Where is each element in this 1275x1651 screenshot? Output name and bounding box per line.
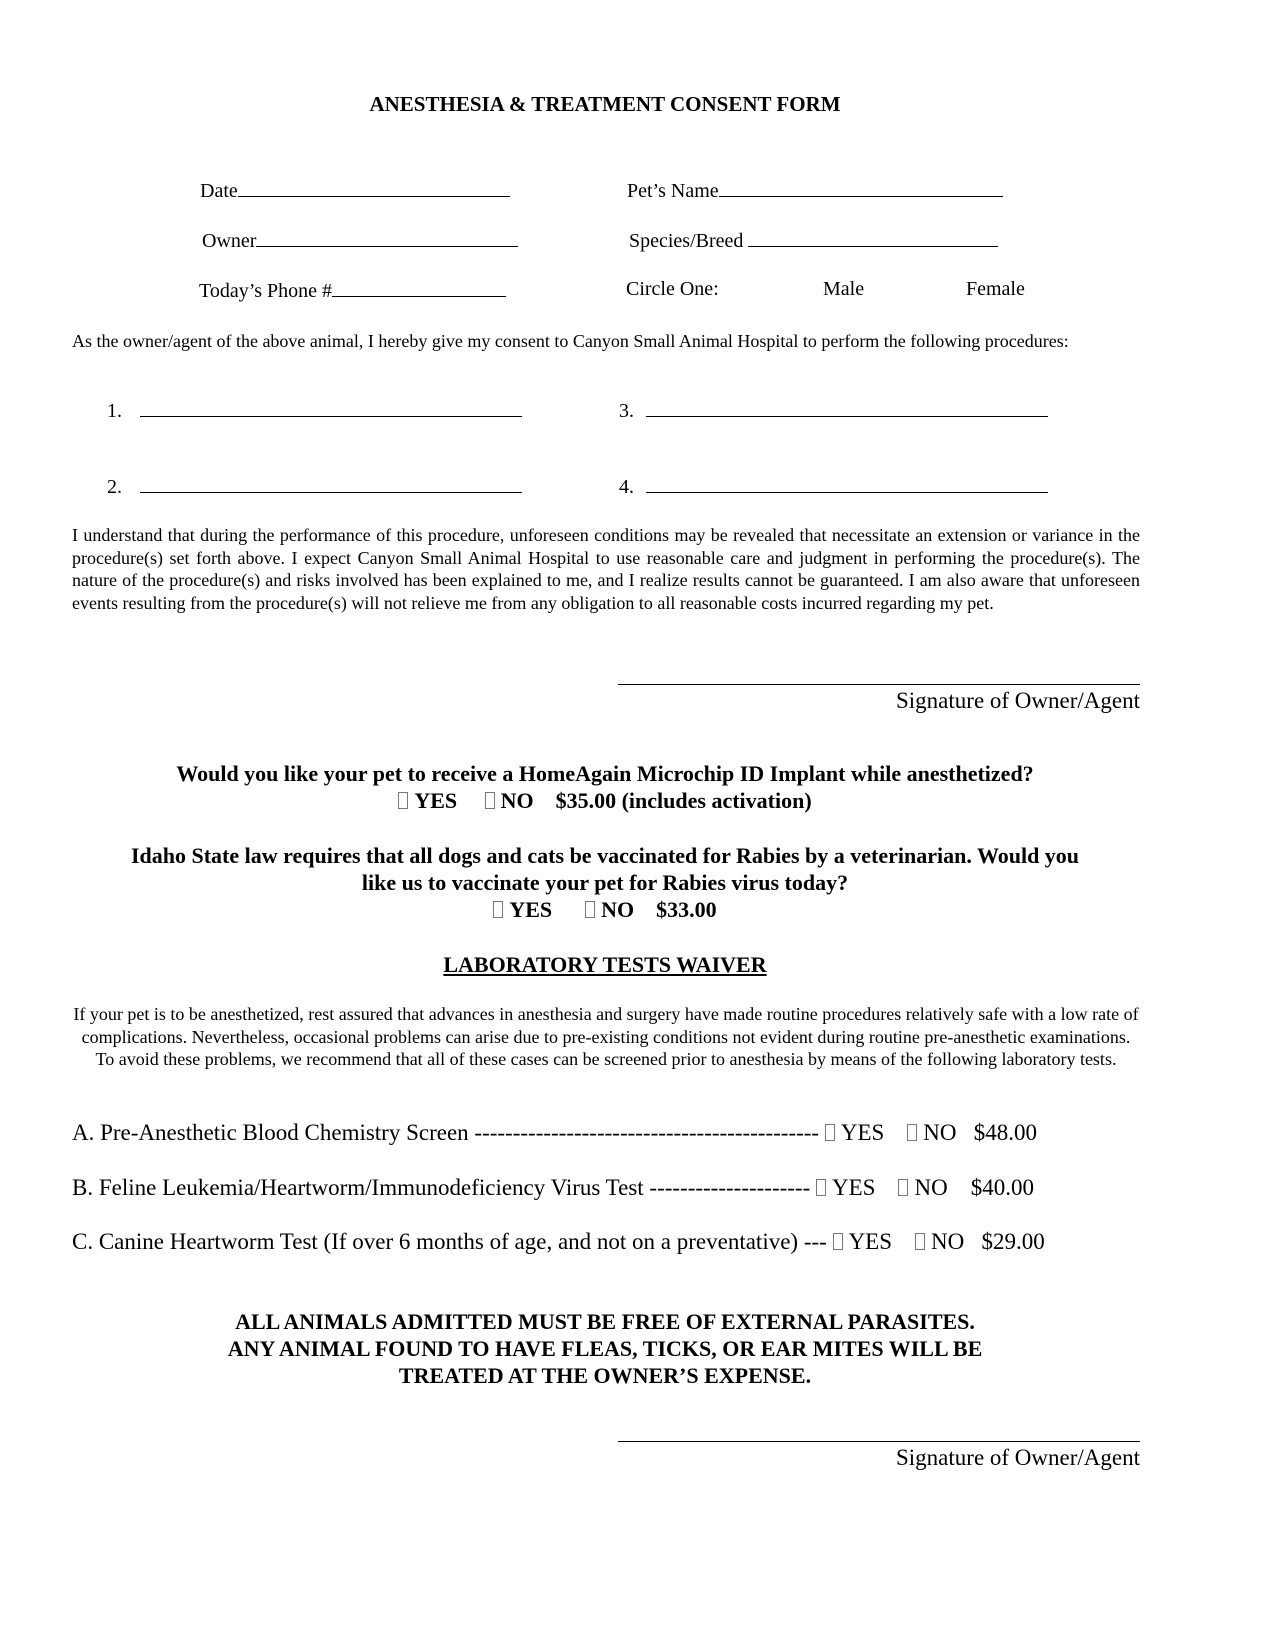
test-price: $48.00 [973,1120,1038,1145]
species-breed-line [748,228,998,247]
owner-line [256,228,518,247]
rabies-question-2: like us to vaccinate your pet for Rabies virus today? [361,870,849,895]
procedure-number: 3. [619,400,634,422]
yes-label: YES [832,1175,876,1200]
procedure-number: 2. [107,476,122,498]
microchip-yes[interactable] [398,788,457,813]
test-a-row [72,1120,1037,1146]
signature-line-1[interactable] [618,684,1140,685]
checkbox-icon[interactable] [585,901,595,918]
procedure-number: 4. [619,476,634,498]
phone-label: Today’s Phone # [199,280,333,302]
yes-label: YES [848,1229,893,1254]
parasites-line-2: ANY ANIMAL FOUND TO HAVE FLEAS, TICKS, OR EAR MITES WILL BE [227,1336,983,1361]
test-b-row [72,1175,1034,1201]
pets-name-field[interactable] [627,178,1003,203]
female-option[interactable]: Female [966,278,1025,300]
microchip-options [40,787,1170,814]
no-label: NO [500,788,534,813]
no-label: NO [601,897,635,922]
pets-name-line [719,178,1003,197]
microchip-no[interactable] [485,788,534,813]
waiver-heading: LABORATORY TESTS WAIVER [443,952,767,977]
procedure-2[interactable] [107,474,522,499]
date-line [238,178,510,197]
understanding-paragraph: I understand that during the performance of this procedure, unforeseen conditions may be revealed that necessitate an extension or variance in the procedure(s) set forth above. I expect Canyon Small Animal Hospital to use reasonable care and judgment in performing the procedure(s). The nature of the procedure(s) and risks involved has been explained to me, and I realize results cannot be guaranteed. I am also aware that unforeseen events resulting from the procedure(s) will not relieve me from any obligation to all reasonable costs incurred regarding my pet. [72,525,1140,613]
microchip-price: $35.00 (includes activation) [555,788,812,813]
procedure-3[interactable] [619,398,1048,423]
checkbox-icon[interactable] [485,792,495,809]
checkbox-icon[interactable] [915,1233,925,1250]
male-option[interactable]: Male [823,278,865,300]
checkbox-icon[interactable] [898,1179,908,1196]
phone-line [332,278,506,297]
signature-label-1: Signature of Owner/Agent [896,688,1140,713]
microchip-question: Would you like your pet to receive a HomeAgain Microchip ID Implant while anesthetized? [176,761,1034,786]
yes-label: YES [414,788,458,813]
test-label: B. Feline Leukemia/Heartworm/Immunodeficiency Virus Test --------------------- [72,1175,811,1200]
pets-name-label: Pet’s Name [627,180,719,202]
parasites-line-3: TREATED AT THE OWNER’S EXPENSE. [398,1363,812,1388]
consent-intro: As the owner/agent of the above animal, I hereby give my consent to Canyon Small Animal Hospital to perform the following procedures: [72,331,1069,351]
date-label: Date [200,180,238,202]
species-breed-label: Species/Breed [629,230,744,252]
date-field[interactable] [200,178,510,203]
procedure-line [140,398,522,417]
checkbox-icon[interactable] [816,1179,826,1196]
test-c-row [72,1229,1045,1255]
parasites-line-1: ALL ANIMALS ADMITTED MUST BE FREE OF EXTERNAL PARASITES. [235,1309,975,1334]
waiver-paragraph: If your pet is to be anesthetized, rest assured that advances in anesthesia and surgery have made routine procedures relatively safe with a low rate of complications. Nevertheless, occasional problems can arise due to pre-existing conditions not evident during routine pre-anesthetic examinations. To avoid these problems, we recommend that all of these cases can be screened prior to anesthesia by means of the following laboratory tests. [73,1004,1139,1069]
signature-line-2[interactable] [618,1441,1140,1442]
owner-label: Owner [202,230,257,252]
rabies-no[interactable] [585,897,634,922]
procedure-4[interactable] [619,474,1048,499]
procedure-line [646,398,1048,417]
test-price: $29.00 [981,1229,1045,1254]
species-breed-field[interactable] [629,228,998,253]
test-label: C. Canine Heartworm Test (If over 6 months of age, and not on a preventative) --- [72,1229,827,1254]
checkbox-icon[interactable] [493,901,503,918]
checkbox-icon[interactable] [398,792,408,809]
rabies-question-1: Idaho State law requires that all dogs and cats be vaccinated for Rabies by a veterinarian. Would you [130,843,1080,868]
procedure-1[interactable] [107,398,522,423]
rabies-yes[interactable] [493,897,552,922]
procedure-number: 1. [107,400,122,422]
procedure-line [646,474,1048,493]
test-label: A. Pre-Anesthetic Blood Chemistry Screen --------------------------------------------- [72,1120,820,1145]
rabies-price: $33.00 [656,897,717,922]
yes-label: YES [509,897,553,922]
phone-field[interactable] [199,278,506,303]
procedure-line [140,474,522,493]
rabies-options [40,896,1170,923]
test-price: $40.00 [970,1175,1034,1200]
circle-one-label: Circle One: [626,278,719,300]
checkbox-icon[interactable] [825,1124,835,1141]
form-title: ANESTHESIA & TREATMENT CONSENT FORM [369,92,841,116]
no-label: NO [914,1175,948,1200]
owner-field[interactable] [202,228,518,253]
signature-label-2: Signature of Owner/Agent [896,1445,1140,1470]
no-label: NO [923,1120,957,1145]
no-label: NO [931,1229,965,1254]
checkbox-icon[interactable] [833,1233,843,1250]
yes-label: YES [840,1120,885,1145]
checkbox-icon[interactable] [907,1124,917,1141]
